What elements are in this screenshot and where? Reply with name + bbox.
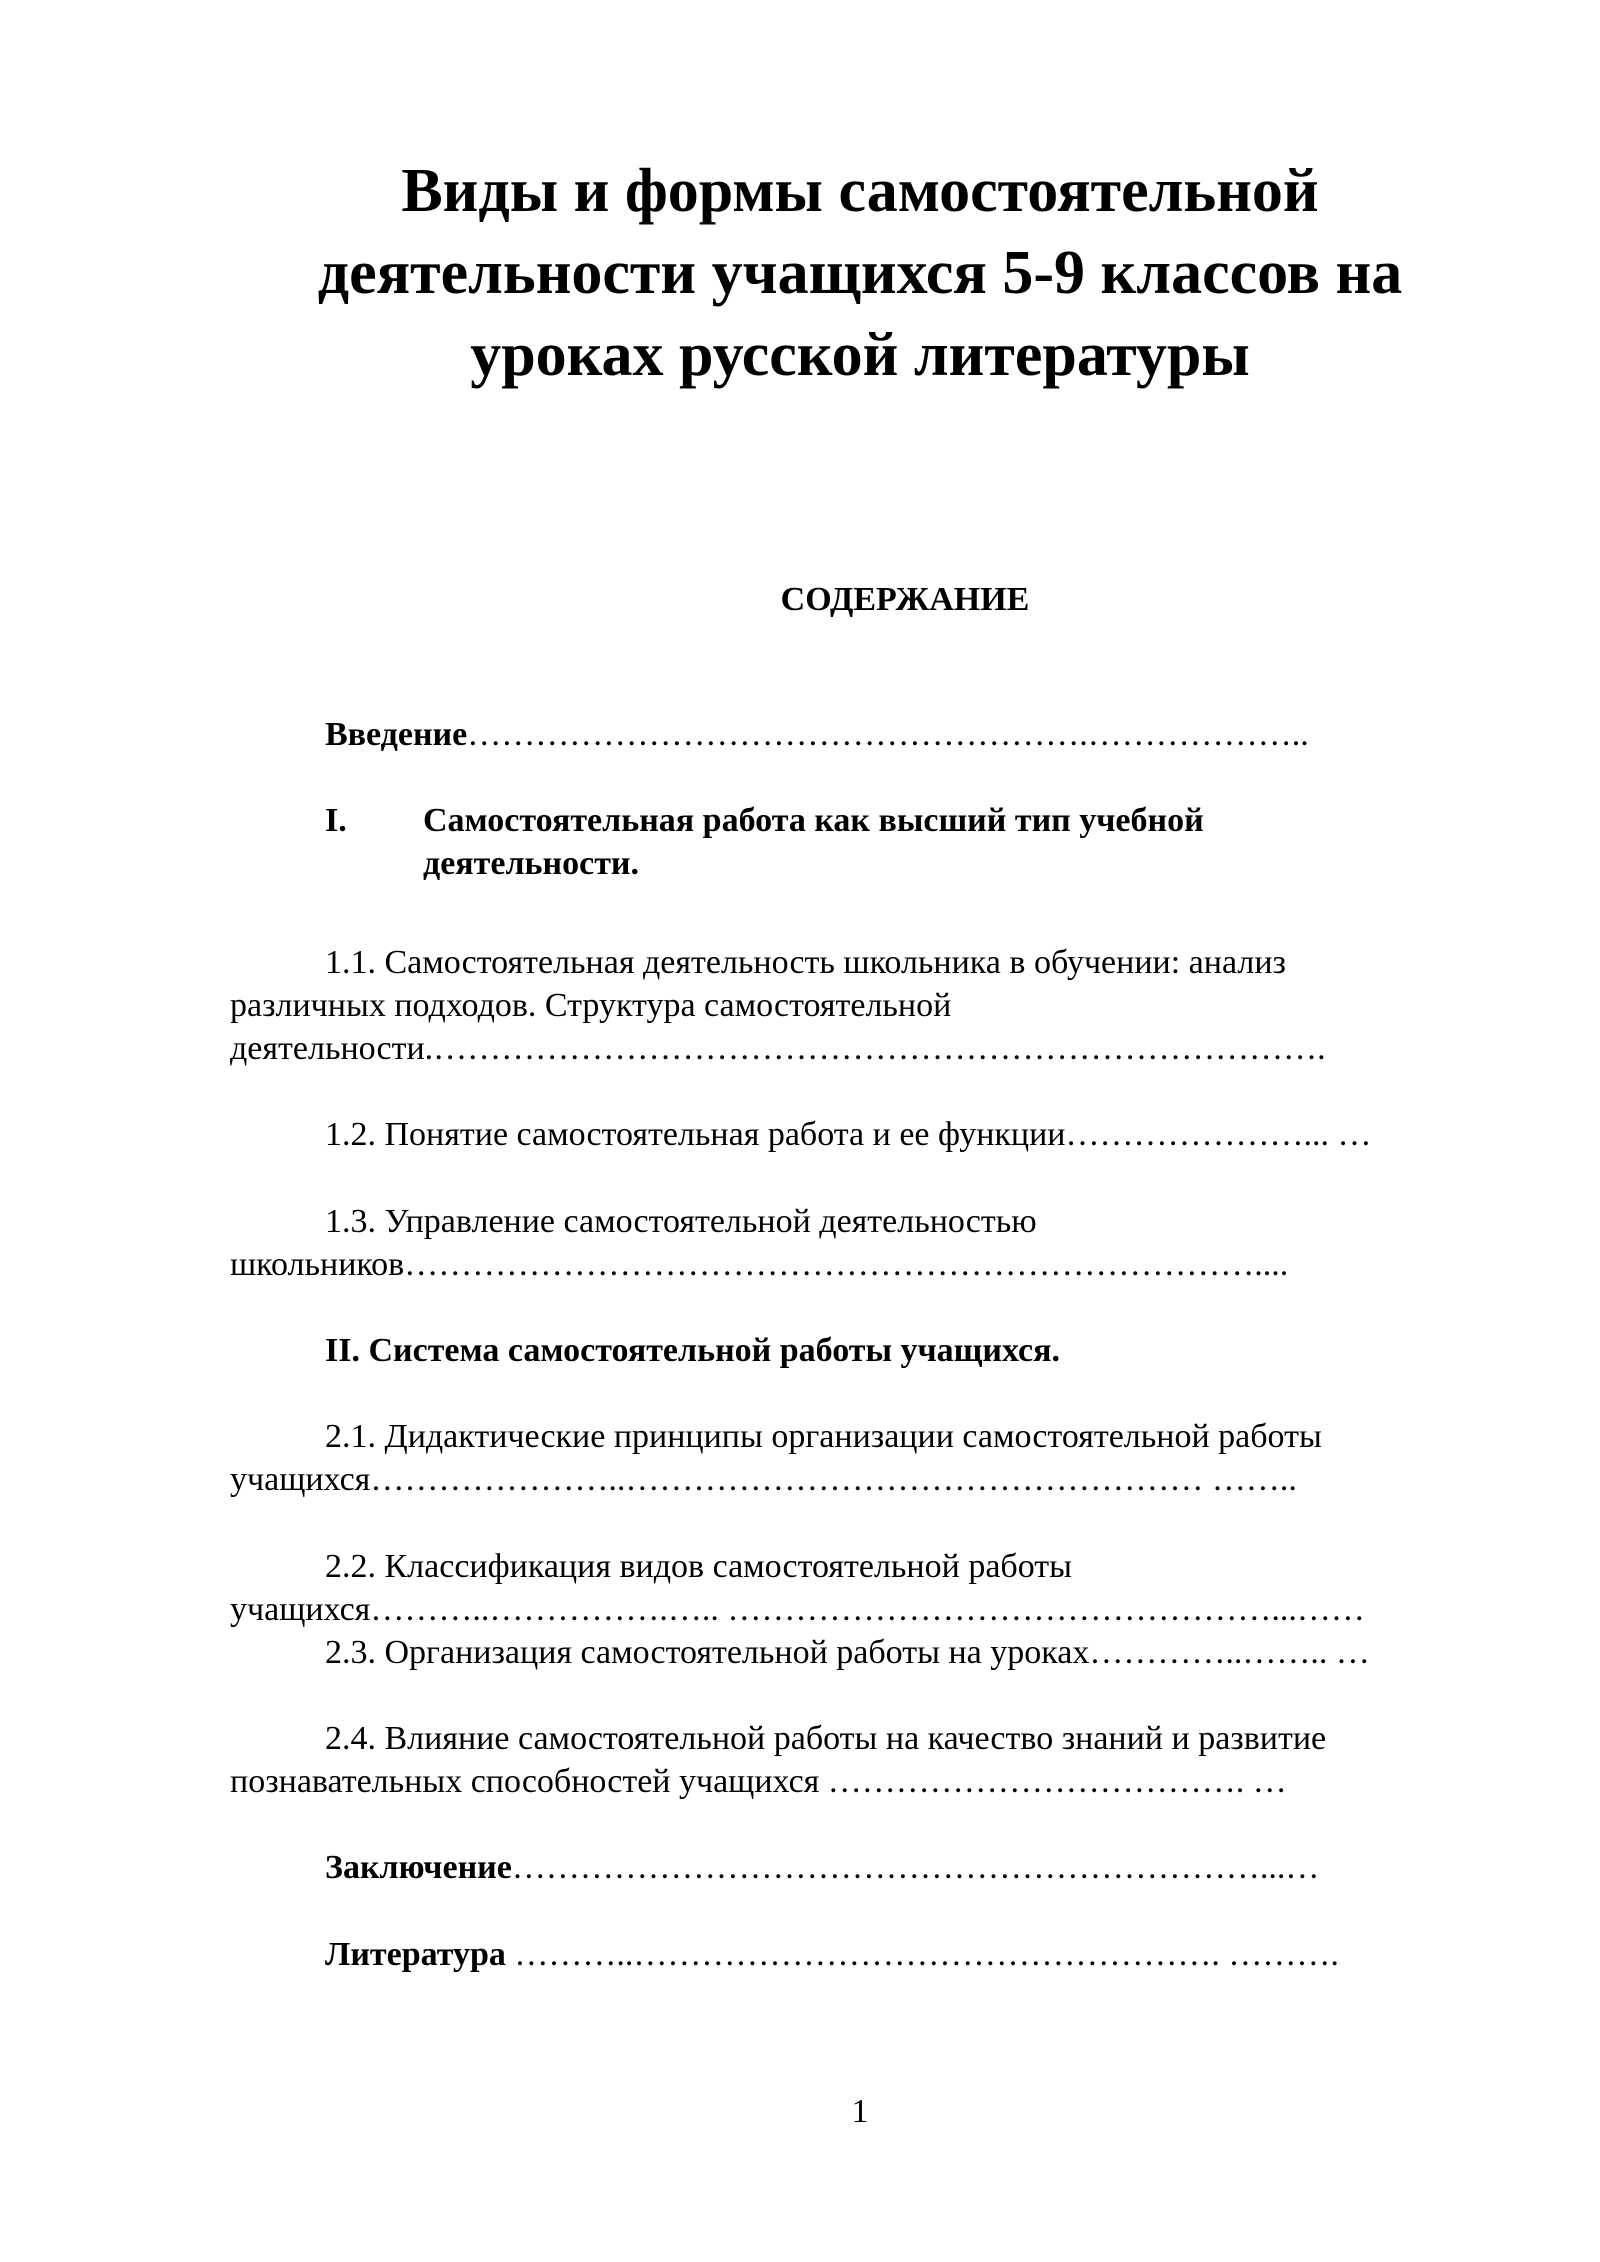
- toc-entry-text: различных подходов. Структура самостоятельной: [230, 987, 952, 1024]
- toc-entry-text: учащихся………..…………….….. …………………………………………...……: [230, 1591, 1365, 1628]
- toc-entry-text: школьников…………………………………………………………………....: [230, 1246, 1289, 1283]
- toc-section-title: II. Система самостоятельной работы учащихся.: [325, 1332, 1060, 1369]
- toc-entry-text: 1.2. Понятие самостоятельная работа и ее функции…………………... …: [325, 1116, 1372, 1153]
- toc-section-number: I.: [325, 802, 347, 839]
- toc-section-title: Самостоятельная работа как высший тип учебной: [423, 802, 1204, 839]
- title-line: уроках русской литературы: [470, 321, 1250, 389]
- document-title: [230, 150, 1490, 396]
- toc-entry-text: 1.1. Самостоятельная деятельность школьника в обучении: анализ: [325, 944, 1286, 981]
- toc-entry-intro: [325, 713, 1309, 756]
- toc-heading: СОДЕРЖАНИЕ: [780, 581, 1030, 618]
- toc-entry-text: 2.1. Дидактические принципы организации самостоятельной работы: [325, 1418, 1322, 1455]
- title-line: деятельности учащихся 5-9 классов на: [317, 239, 1403, 307]
- toc-entry-text: деятельности.…………………………………………………………………….: [230, 1030, 1326, 1067]
- toc-entry-conclusion: [325, 1846, 1319, 1889]
- toc-leader: …………………………………………………………...…: [511, 1849, 1320, 1886]
- toc-section-title: деятельности.: [423, 845, 640, 882]
- toc-entry-literature: [325, 1933, 1339, 1976]
- toc-entry-text: 2.3. Организация самостоятельной работы на уроках…………..…….. …: [325, 1634, 1370, 1671]
- toc-entry-text: 2.4. Влияние самостоятельной работы на качество знаний и развитие: [325, 1720, 1327, 1757]
- toc-entry-label: Литература: [325, 1936, 506, 1973]
- toc-entry-text: учащихся…………………..…………………………………………… ……..: [230, 1461, 1297, 1498]
- toc-entry-label: Заключение: [325, 1849, 512, 1886]
- toc-entry-text: познавательных способностей учащихся ………………………………. …: [230, 1763, 1287, 1800]
- toc-leader: ………..……………………………………………. ……….: [505, 1936, 1339, 1973]
- toc-entry-text: 1.3. Управление самостоятельной деятельностью: [325, 1203, 1037, 1240]
- page-number: 1: [851, 2093, 869, 2130]
- toc-entry-label: Введение: [325, 716, 468, 753]
- toc-entry-text: 2.2. Классификация видов самостоятельной работы: [325, 1548, 1072, 1585]
- toc-leader: ……………………………………………….………………..: [467, 716, 1309, 753]
- title-line: Виды и формы самостоятельной: [401, 157, 1319, 225]
